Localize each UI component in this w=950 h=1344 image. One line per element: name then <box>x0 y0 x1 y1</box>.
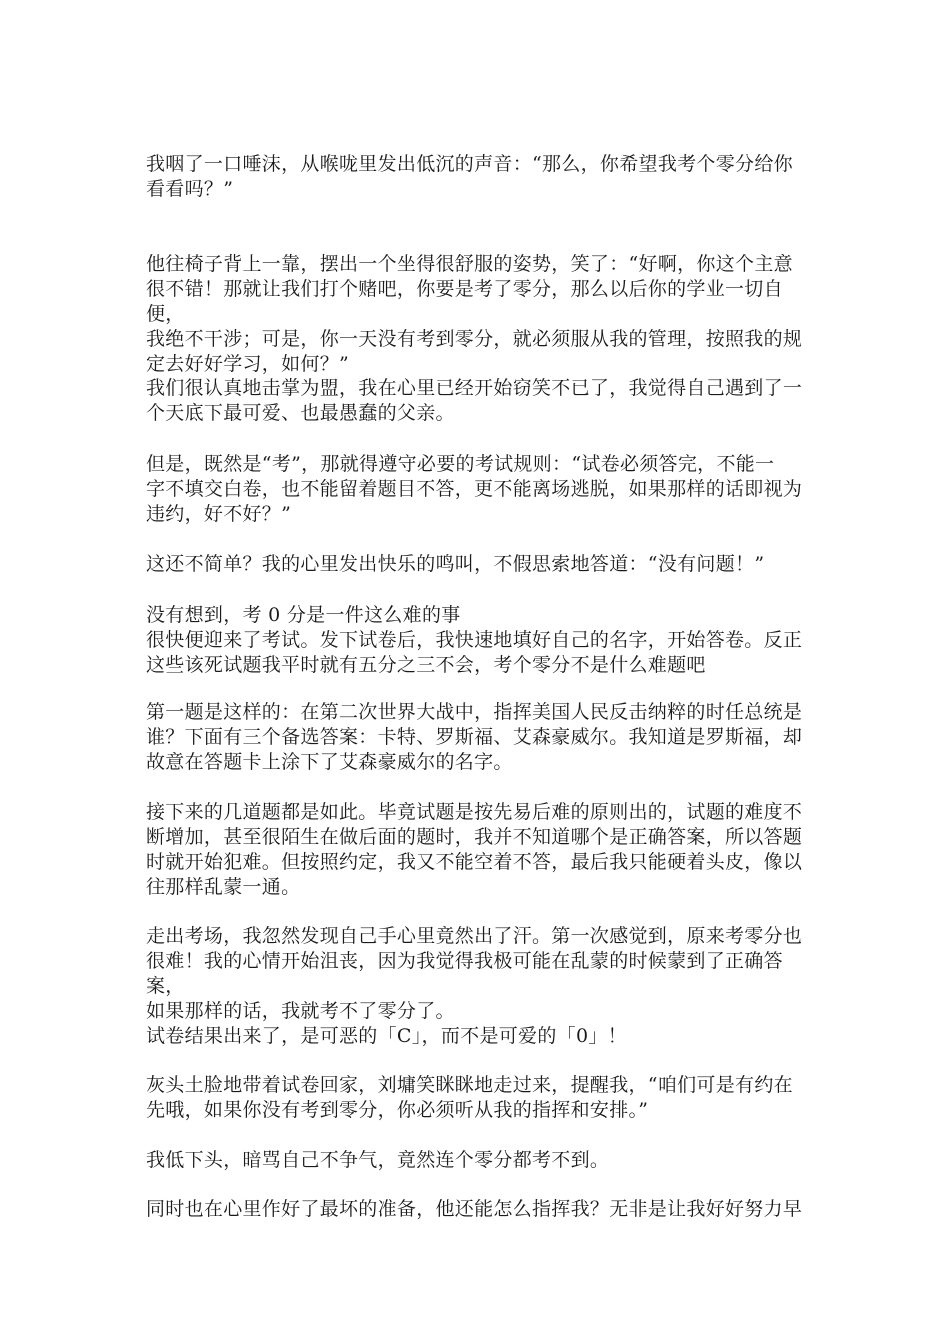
paragraph-12: 我低下头，暗骂自己不争气，竟然连个零分都考不到。 <box>146 1149 610 1171</box>
paragraph-2: 他往椅子背上一靠，摆出一个坐得很舒服的姿势，笑了：“好啊，你这个主意 很不错！那就让我们打个赌吧，你要是考了零分，那么以后你的学业一切自便， 我绝不干涉；可是，你一天没有考到零分，就必须服从我的管理，按照我的规 定去好好学习，如何？” <box>146 253 803 375</box>
paragraph-5: 这还不简单？我的心里发出快乐的鸣叫，不假思索地答道：“没有问题！” <box>146 553 765 575</box>
paragraph-10: 试卷结果出来了，是可恶的「C」，而不是可爱的「0」！ <box>146 1025 627 1047</box>
paragraph-13: 同时也在心里作好了最坏的准备，他还能怎么指挥我？无非是让我好好努力早 <box>146 1198 803 1220</box>
paragraph-6: 没有想到，考 0 分是一件这么难的事 很快便迎来了考试。发下试卷后，我快速地填好自己的名字，开始答卷。反正 这些该死试题我平时就有五分之三不会，考个零分不是什么难题吧 <box>146 604 803 676</box>
paragraph-7: 第一题是这样的：在第二次世界大战中，指挥美国人民反击纳粹的时任总统是 谁？下面有三个备选答案：卡特、罗斯福、艾森豪威尔。我知道是罗斯福，却 故意在答题卡上涂下了艾森豪威尔的名字。 <box>146 701 803 773</box>
paragraph-1: 我咽了一口唾沫，从喉咙里发出低沉的声音：“那么，你希望我考个零分给你 看看吗？” <box>146 153 793 200</box>
paragraph-4: 但是，既然是“考”，那就得遵守必要的考试规则：“试卷必须答完，不能一 字不填交白卷，也不能留着题目不答，更不能离场逃脱，如果那样的话即视为 违约，好不好？” <box>146 453 803 525</box>
paragraph-3: 我们很认真地击掌为盟，我在心里已经开始窃笑不已了，我觉得自己遇到了一 个天底下最可爱、也最愚蠢的父亲。 <box>146 377 803 424</box>
paragraph-11: 灰头土脸地带着试卷回家，刘墉笑眯眯地走过来，提醒我，“咱们可是有约在 先哦，如果你没有考到零分，你必须听从我的指挥和安排。” <box>146 1074 793 1121</box>
paragraph-8: 接下来的几道题都是如此。毕竟试题是按先易后难的原则出的，试题的难度不 断增加，甚至很陌生在做后面的题时，我并不知道哪个是正确答案，所以答题 时就开始犯难。但按照约定，我又不能空着不答，最后我只能硬着头皮，像以 往那样乱蒙一通。 <box>146 801 803 898</box>
paragraph-9: 走出考场，我忽然发现自己手心里竟然出了汗。第一次感觉到，原来考零分也 很难！我的心情开始沮丧，因为我觉得我极可能在乱蒙的时候蒙到了正确答案， 如果那样的话，我就考不了零分了。 <box>146 925 803 1022</box>
